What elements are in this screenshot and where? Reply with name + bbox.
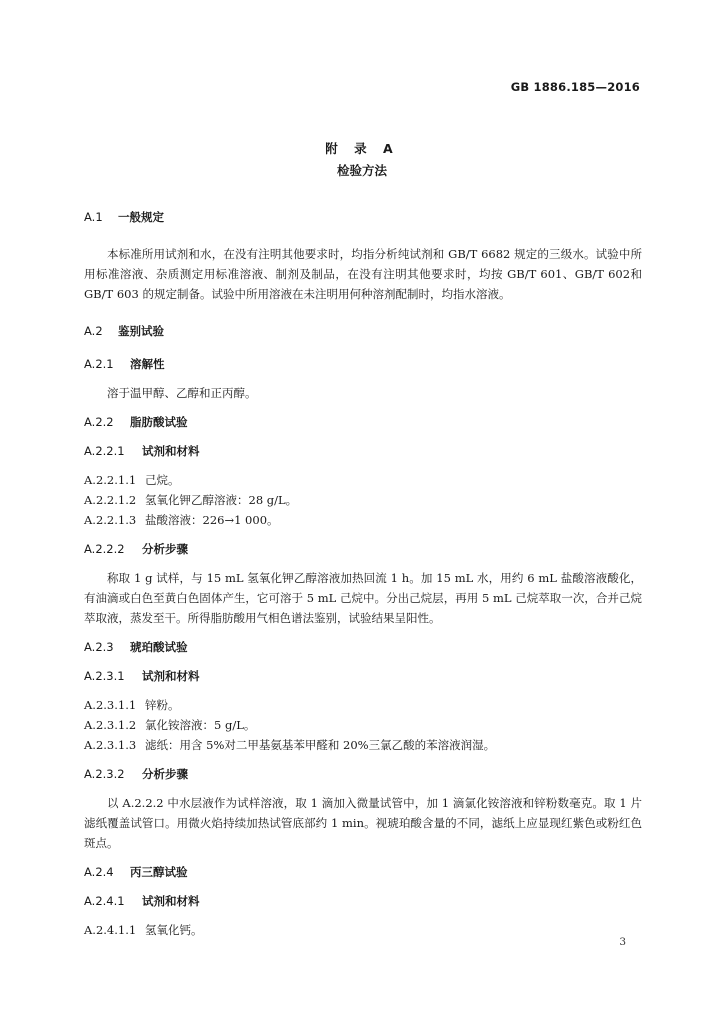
section-heading [84, 321, 642, 341]
section-title: 试剂和材料 [142, 669, 200, 683]
list-item [84, 490, 642, 510]
document-body [84, 207, 642, 940]
item-text: 氯化铵溶液：5 g/L。 [145, 718, 256, 732]
section-number: A.2.4 [84, 865, 114, 879]
section-heading [84, 207, 642, 227]
list-item [84, 715, 642, 735]
item-text: 氢氧化钙。 [145, 923, 203, 937]
item-text: 盐酸溶液：226→1 000。 [145, 513, 279, 527]
page-number: 3 [619, 936, 626, 948]
item-number: A.2.4.1.1 [84, 923, 137, 937]
subsection-heading [84, 891, 642, 911]
list-item [84, 510, 642, 530]
section-title: 一般规定 [118, 210, 164, 224]
appendix-label: 附 录 A [325, 141, 399, 156]
item-number: A.2.2.1.1 [84, 473, 137, 487]
section-title: 鉴别试验 [118, 324, 164, 338]
section-number: A.2.1 [84, 357, 114, 371]
section-number: A.2.2.2 [84, 542, 125, 556]
section-number: A.2.4.1 [84, 894, 125, 908]
subsection-heading [84, 354, 642, 374]
section-number: A.2 [84, 324, 103, 338]
item-text: 滤纸：用含 5%对二甲基氨基苯甲醛和 20%三氯乙酸的苯溶液润湿。 [145, 738, 496, 752]
appendix-title: 检验方法 [336, 163, 387, 178]
paragraph: 溶于温甲醇、乙醇和正丙醇。 [107, 386, 257, 400]
section-title: 试剂和材料 [142, 444, 200, 458]
list-item [84, 920, 642, 940]
section-title: 试剂和材料 [142, 894, 200, 908]
section-title: 琥珀酸试验 [130, 640, 188, 654]
item-text: 氢氧化钾乙醇溶液：28 g/L。 [145, 493, 298, 507]
section-title: 溶解性 [130, 357, 165, 371]
item-number: A.2.2.1.2 [84, 493, 137, 507]
subsection-heading [84, 441, 642, 461]
section-number: A.2.3 [84, 640, 114, 654]
section-title: 分析步骤 [142, 767, 188, 781]
appendix-heading [0, 139, 724, 179]
item-number: A.2.3.1.1 [84, 698, 137, 712]
subsection-heading [84, 666, 642, 686]
section-title: 丙三醇试验 [130, 865, 188, 879]
subsection-heading [84, 539, 642, 559]
subsection-heading [84, 764, 642, 784]
item-number: A.2.3.1.3 [84, 738, 137, 752]
paragraph: 以 A.2.2.2 中水层液作为试样溶液，取 1 滴加入微量试管中，加 1 滴氯化铵溶液和锌粉数毫克。取 1 片滤纸覆盖试管口。用微火焰持续加热试管底部约 1 min。视琥珀酸含量的不同，滤纸上应显现红紫色或粉红色斑点。 [84, 796, 642, 850]
standard-code: GB 1886.185—2016 [510, 80, 640, 94]
item-number: A.2.3.1.2 [84, 718, 137, 732]
subsection-heading [84, 412, 642, 432]
item-text: 己烷。 [145, 473, 180, 487]
item-number: A.2.2.1.3 [84, 513, 137, 527]
list-item [84, 695, 642, 715]
section-title: 脂肪酸试验 [130, 415, 188, 429]
section-number: A.1 [84, 210, 103, 224]
subsection-heading [84, 637, 642, 657]
section-number: A.2.3.1 [84, 669, 125, 683]
paragraph: 称取 1 g 试样，与 15 mL 氢氧化钾乙醇溶液加热回流 1 h。加 15 mL 水，用约 6 mL 盐酸溶液酸化，有油滴或白色至黄白色固体产生，它可溶于 5 mL 己烷中。分出己烷层，再用 5 mL 己烷萃取一次，合并己烷萃取液，蒸发至干。所得脂肪酸用气相色谱法鉴别，试验结果呈阳性。 [84, 571, 642, 625]
subsection-heading [84, 862, 642, 882]
section-number: A.2.2.1 [84, 444, 125, 458]
section-number: A.2.2 [84, 415, 114, 429]
list-item [84, 470, 642, 490]
paragraph: 本标准所用试剂和水，在没有注明其他要求时，均指分析纯试剂和 GB/T 6682 规定的三级水。试验中所用标准溶液、杂质测定用标准溶液、制剂及制品，在没有注明其他要求时，均按 GB/T 601、GB/T 602和 GB/T 603 的规定制备。试验中所用溶液在未注明用何种溶剂配制时，均指水溶液。 [84, 247, 642, 301]
section-number: A.2.3.2 [84, 767, 125, 781]
section-title: 分析步骤 [142, 542, 188, 556]
list-item [84, 735, 642, 755]
item-text: 锌粉。 [145, 698, 180, 712]
